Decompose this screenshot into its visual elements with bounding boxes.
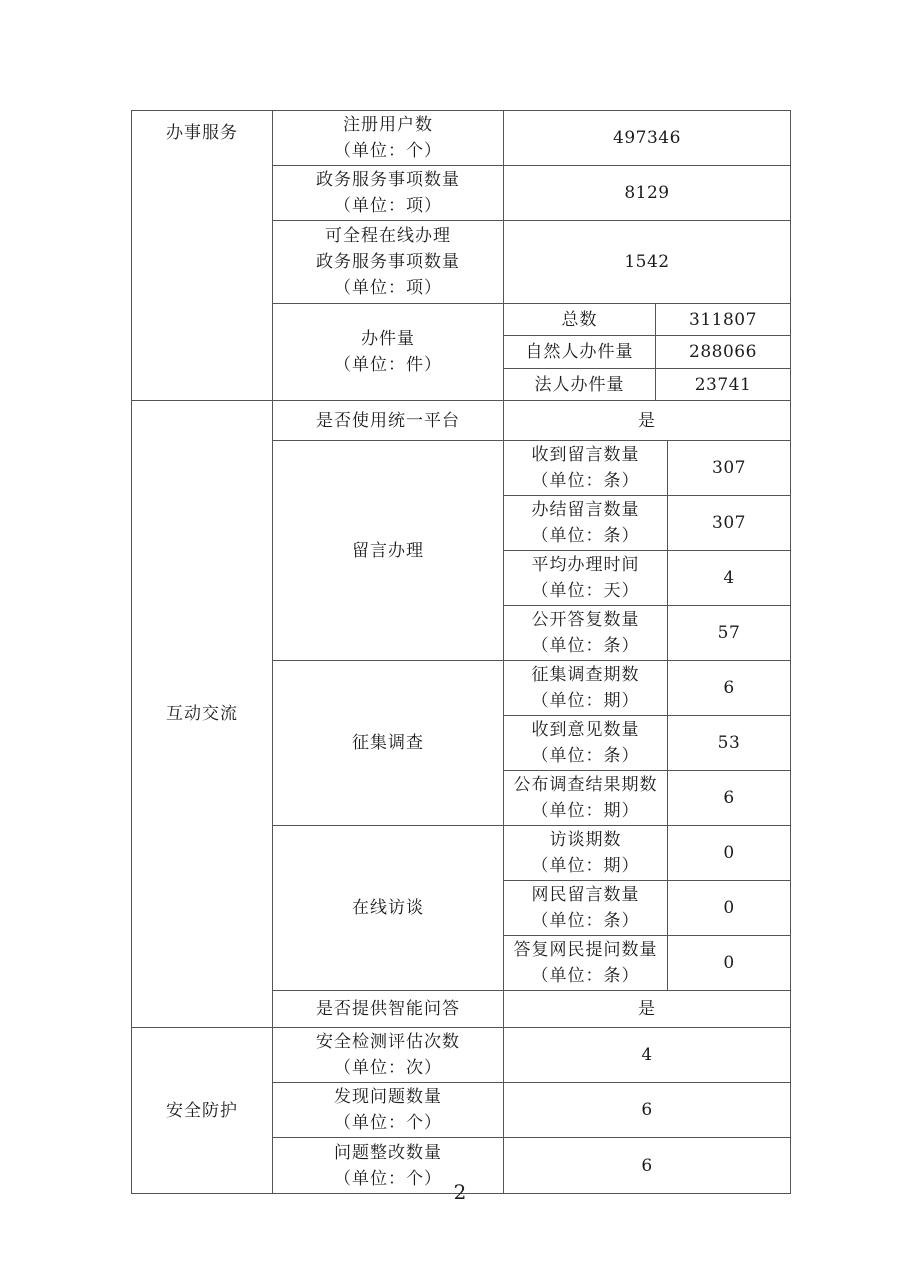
sub-metric-label: 自然人办件量: [504, 336, 656, 369]
sub-metric-label: 答复网民提问数量 （单位：条）: [504, 936, 668, 991]
category-label: 安全防护: [166, 1100, 238, 1121]
category-cell-security: [132, 1028, 273, 1194]
sub-metric-value: 6: [668, 771, 791, 826]
table-row: [132, 111, 791, 166]
sub-metric-label: 办结留言数量 （单位：条）: [504, 496, 668, 551]
metric-value: 是: [504, 991, 791, 1028]
group-label-cell: 在线访谈: [273, 826, 504, 991]
metric-value: 6: [504, 1083, 791, 1138]
sub-metric-value: 307: [668, 441, 791, 496]
sub-metric-value: 288066: [656, 336, 791, 369]
group-label-cell: 征集调查: [273, 661, 504, 826]
metric-label: 问题整改数量 （单位：个）: [273, 1138, 504, 1194]
sub-metric-label: 访谈期数 （单位：期）: [504, 826, 668, 881]
statistics-table: [131, 110, 790, 1194]
sub-metric-label: 征集调查期数 （单位：期）: [504, 661, 668, 716]
metric-label: 是否使用统一平台: [273, 401, 504, 441]
service-section-table: [131, 110, 791, 401]
metric-label: 政务服务事项数量 （单位：项）: [273, 166, 504, 221]
sub-metric-value: 23741: [656, 369, 791, 401]
sub-metric-label: 公布调查结果期数 （单位：期）: [504, 771, 668, 826]
metric-label: 安全检测评估次数 （单位：次）: [273, 1028, 504, 1083]
group-label-cell: 办件量 （单位：件）: [273, 304, 504, 401]
sub-metric-value: 0: [668, 936, 791, 991]
metric-label: 是否提供智能问答: [273, 991, 504, 1028]
category-label: 互动交流: [166, 704, 238, 724]
metric-value: 6: [504, 1138, 791, 1194]
table-row: [132, 401, 791, 441]
metric-value: 是: [504, 401, 791, 441]
sub-metric-label: 总数: [504, 304, 656, 336]
sub-metric-value: 53: [668, 716, 791, 771]
metric-value: 497346: [504, 111, 791, 166]
sub-metric-label: 法人办件量: [504, 369, 656, 401]
security-section-table: [131, 1027, 791, 1194]
sub-metric-label: 平均办理时间 （单位：天）: [504, 551, 668, 606]
metric-label: 可全程在线办理 政务服务事项数量 （单位：项）: [273, 221, 504, 304]
sub-metric-label: 收到留言数量 （单位：条）: [504, 441, 668, 496]
metric-value: 1542: [504, 221, 791, 304]
category-cell-service: [132, 111, 273, 401]
sub-metric-value: 0: [668, 826, 791, 881]
sub-metric-value: 307: [668, 496, 791, 551]
sub-metric-value: 6: [668, 661, 791, 716]
metric-label: 发现问题数量 （单位：个）: [273, 1083, 504, 1138]
page-number: 2: [453, 1180, 467, 1204]
sub-metric-value: 0: [668, 881, 791, 936]
sub-metric-label: 公开答复数量 （单位：条）: [504, 606, 668, 661]
category-cell-interaction: [132, 401, 273, 1028]
sub-metric-value: 4: [668, 551, 791, 606]
metric-value: 8129: [504, 166, 791, 221]
sub-metric-value: 311807: [656, 304, 791, 336]
interaction-section-table: [131, 400, 791, 1028]
metric-label: 注册用户数 （单位：个）: [273, 111, 504, 166]
table-row: [132, 1028, 791, 1083]
metric-value: 4: [504, 1028, 791, 1083]
sub-metric-value: 57: [668, 606, 791, 661]
group-label-cell: 留言办理: [273, 441, 504, 661]
sub-metric-label: 网民留言数量 （单位：条）: [504, 881, 668, 936]
category-label: 办事服务: [166, 123, 238, 143]
sub-metric-label: 收到意见数量 （单位：条）: [504, 716, 668, 771]
